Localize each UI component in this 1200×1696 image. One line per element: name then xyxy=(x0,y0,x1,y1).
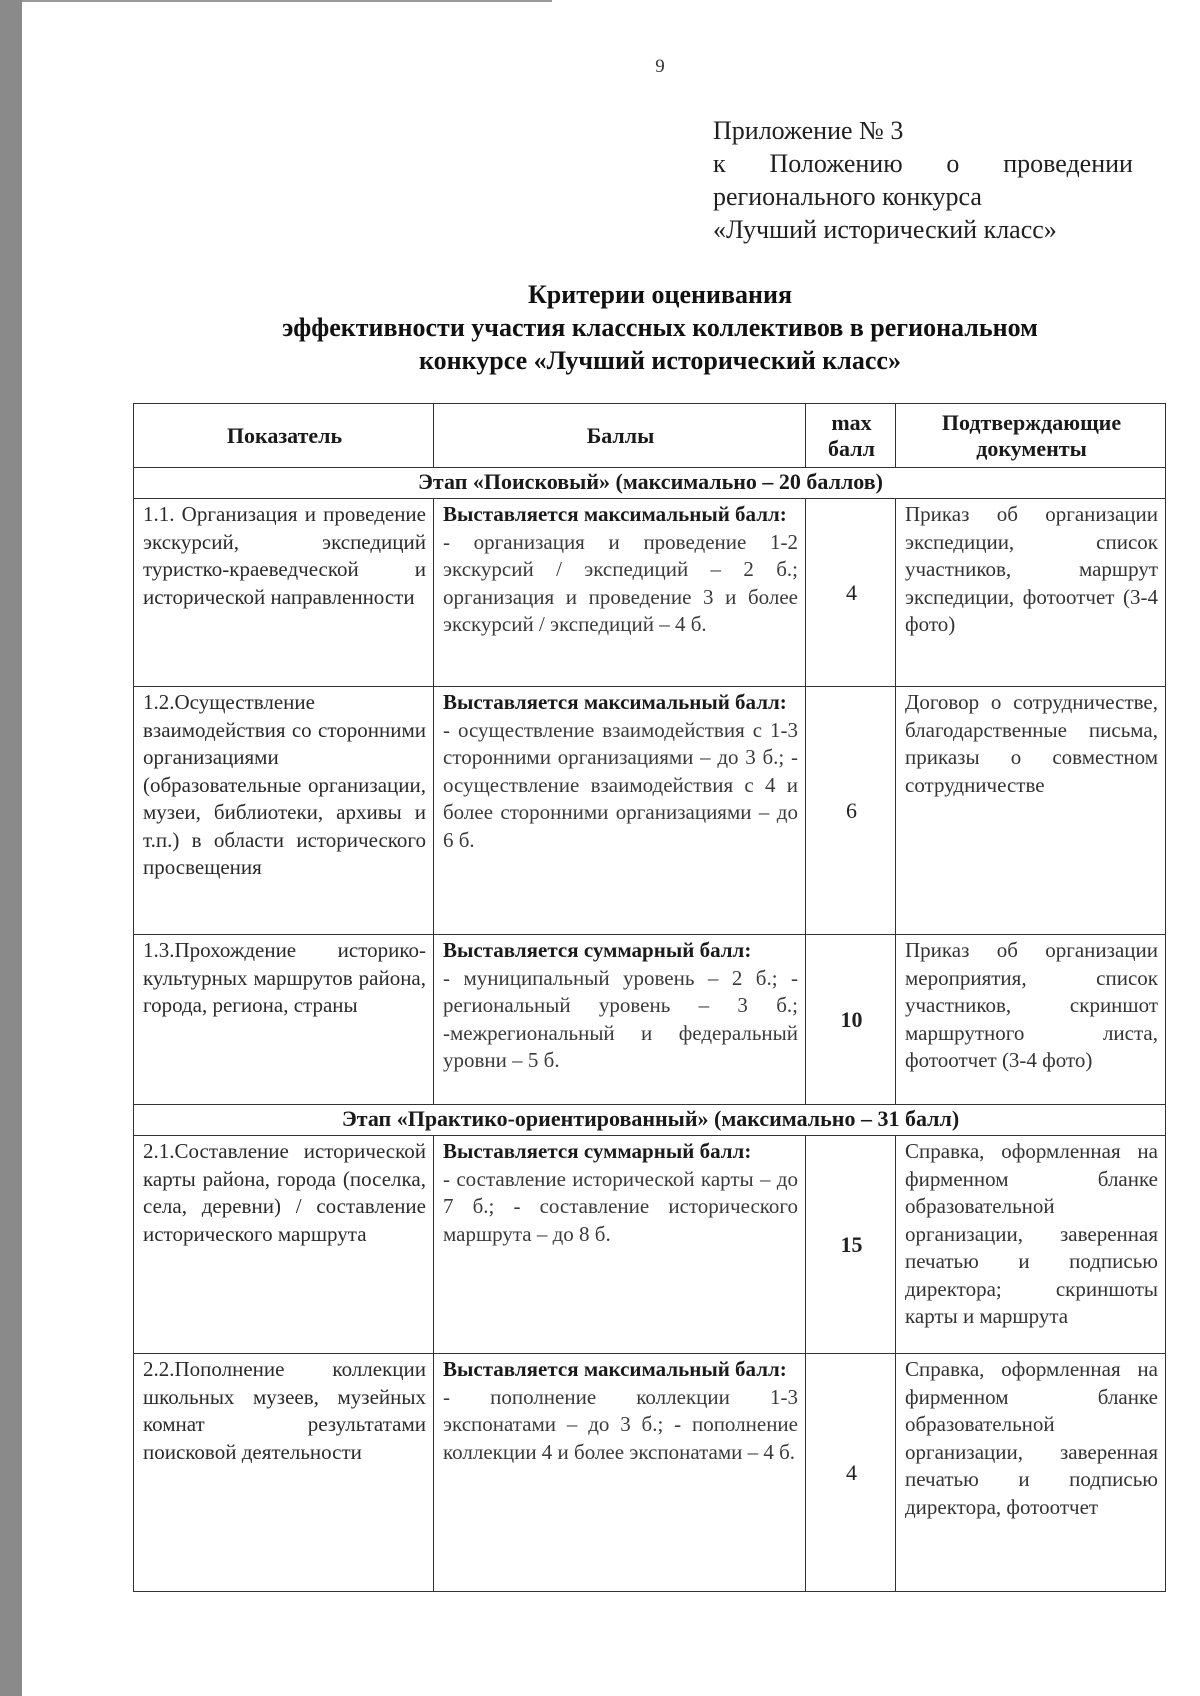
stage-title: Этап «Практико-ориентированный» (максимально – 31 балл) xyxy=(134,1105,1166,1136)
docs-cell: Справка, оформленная на фирменном бланке образовательной организации, заверенная печатью и подписью директора, фотоотчет xyxy=(896,1354,1166,1592)
criteria-table xyxy=(133,403,1166,1592)
docs-cell: Справка, оформленная на фирменном бланке образовательной организации, заверенная печатью и подписью директора; скриншоты карты и маршрута xyxy=(896,1136,1166,1354)
header-docs: Подтверждающие документы xyxy=(896,404,1166,468)
points-lead: Выставляется максимальный балл: xyxy=(443,502,787,526)
stage-row-search xyxy=(134,468,1166,499)
points-body: - организация и проведение 1-2 экскурсий / экспедиций – 2 б.; организация и проведение 3 и более экскурсий / экспедиций – 4 б. xyxy=(443,529,798,636)
table-row xyxy=(134,687,1166,935)
max-cell: 6 xyxy=(806,687,896,935)
points-cell xyxy=(434,499,806,687)
points-cell xyxy=(434,935,806,1105)
header-points: Баллы xyxy=(434,404,806,468)
page-number: 9 xyxy=(655,56,665,77)
annex-line-3: регионального конкурса xyxy=(713,182,982,211)
table-header-row xyxy=(134,404,1166,468)
table-row xyxy=(134,935,1166,1105)
header-indicator: Показатель xyxy=(134,404,434,468)
indicator-cell: 2.2.Пополнение коллекции школьных музеев, музейных комнат результатами поисковой деятельности xyxy=(134,1354,434,1592)
stage-title: Этап «Поисковый» (максимально – 20 баллов) xyxy=(134,468,1166,499)
annex-line-1: Приложение № 3 xyxy=(713,116,904,145)
indicator-cell: 1.1. Организация и проведение экскурсий, экспедиций туристко-краеведческой и исторической направленности xyxy=(134,499,434,687)
stage-row-practice xyxy=(134,1105,1166,1136)
title-line-1: Критерии оценивания xyxy=(527,280,793,309)
annex-header xyxy=(713,114,1133,246)
max-cell: 15 xyxy=(806,1136,896,1354)
indicator-cell: 1.3.Прохождение историко-культурных маршрутов района, города, региона, страны xyxy=(134,935,434,1105)
max-cell: 10 xyxy=(806,935,896,1105)
title-line-3: конкурсе «Лучший исторический класс» xyxy=(419,346,901,375)
max-cell: 4 xyxy=(806,499,896,687)
table-row xyxy=(134,1136,1166,1354)
docs-cell: Приказ об организации мероприятия, список участников, скриншот маршрутного листа, фотоотчет (3-4 фото) xyxy=(896,935,1166,1105)
annex-line-2: к Положению о проведении xyxy=(713,149,1133,178)
scan-edge-line xyxy=(22,0,552,2)
table-row xyxy=(134,499,1166,687)
document-title xyxy=(130,278,1190,377)
title-line-2: эффективности участия классных коллективов в региональном xyxy=(282,313,1038,342)
indicator-cell: 1.2.Осуществление взаимодействия со сторонними организациями (образовательные организации, музеи, библиотеки, архивы и т.п.) в области исторического просвещения xyxy=(134,687,434,935)
points-lead: Выставляется максимальный балл: xyxy=(443,690,787,714)
points-body: - пополнение коллекции 1-3 экспонатами – до 3 б.; - пополнение коллекции 4 и более экспонатами – 4 б. xyxy=(443,1384,798,1464)
indicator-cell: 2.1.Составление исторической карты района, города (поселка, села, деревни) / составление исторического маршрута xyxy=(134,1136,434,1354)
max-cell: 4 xyxy=(806,1354,896,1592)
points-body: - составление исторической карты – до 7 б.; - составление исторического маршрута – до 8 б. xyxy=(443,1166,798,1246)
points-body: - осуществление взаимодействия с 1-3 сторонними организациями – до 3 б.; - осуществление взаимодействия с 4 и более сторонними организациями – до 6 б. xyxy=(443,717,798,852)
points-cell xyxy=(434,1136,806,1354)
points-cell xyxy=(434,687,806,935)
annex-line-4: «Лучший исторический класс» xyxy=(713,215,1057,244)
docs-cell: Договор о сотрудничестве, благодарственные письма, приказы о совместном сотрудничестве xyxy=(896,687,1166,935)
header-max: max балл xyxy=(806,404,896,468)
points-cell xyxy=(434,1354,806,1592)
points-lead: Выставляется максимальный балл: xyxy=(443,1357,787,1381)
points-lead: Выставляется суммарный балл: xyxy=(443,938,752,962)
points-lead: Выставляется суммарный балл: xyxy=(443,1139,752,1163)
table-row xyxy=(134,1354,1166,1592)
docs-cell: Приказ об организации экспедиции, список участников, маршрут экспедиции, фотоотчет (3-4 фото) xyxy=(896,499,1166,687)
points-body: - муниципальный уровень – 2 б.; - региональный уровень – 3 б.; -межрегиональный и федеральный уровни – 5 б. xyxy=(443,965,798,1072)
